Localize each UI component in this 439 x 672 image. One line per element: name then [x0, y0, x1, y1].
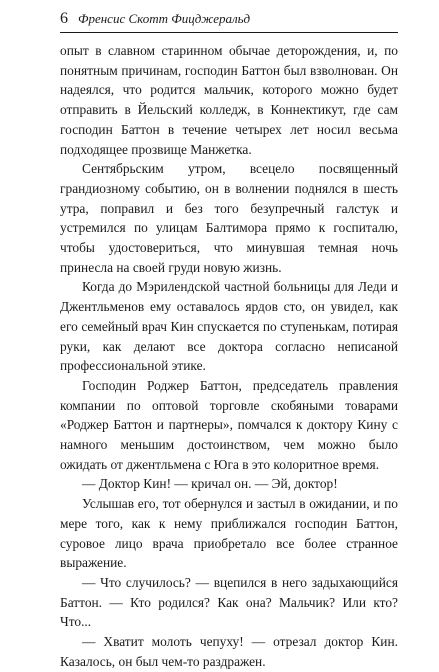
- body-text: [60, 41, 398, 672]
- paragraph-7: — Что случилось? — вцепился в него задыхающийся Баттон. — Кто родился? Как она? Мальчик? Или кто? Что...: [60, 574, 398, 630]
- paragraph-2: Сентябрьским утром, всецело посвященный грандиозному событию, он в волнении поднялся в шесть утра, поправил и без того безупречный галстук и устремился по улицам Балтимора прямо к госпиталю, чтобы удостовериться, что минувшая темная ночь принесла на своей груди новую жизнь.: [60, 161, 398, 275]
- running-head: [60, 10, 398, 33]
- paragraph-6: Услышав его, тот обернулся и застыл в ожидании, и по мере того, как к нему приближался господин Баттон, суровое лицо врача приобретало все более странное выражение.: [60, 496, 398, 571]
- paragraph-8: — Хватит молоть чепуху! — отрезал доктор Кин. Казалось, он был чем-то раздражен.: [60, 634, 398, 669]
- paragraph-3: Когда до Мэрилендской частной больницы для Леди и Джентльменов ему оставалось ярдов сто, он увидел, как его семейный врач Кин спускается по ступенькам, потирая руки, как делают все доктора согласно неписаной профессиональной этике.: [60, 279, 398, 374]
- book-page: [60, 10, 398, 672]
- running-title: Френсис Скотт Фицджеральд: [78, 11, 251, 26]
- paragraph-5: — Доктор Кин! — кричал он. — Эй, доктор!: [82, 476, 338, 492]
- paragraph-4: Господин Роджер Баттон, председатель правления компании по оптовой торговле скобяными товарами «Роджер Баттон и партнеры», помчался к доктору Кину с намного меньшим достоинством, чем можно было ожидать от джентльмена с Юга в это колоритное время.: [60, 377, 398, 472]
- paragraph-1: опыт в славном старинном обычае деторождения, и, по понятным причинам, господин Баттон был взволнован. Он надеялся, что родится мальчик, которого можно будет отправить в Йельский колледж, в Коннектикут, где сам господин Баттон в течение четырех лет носил весьма подходящее прозвище Манжетка.: [60, 43, 398, 157]
- page-number: 6: [60, 10, 68, 27]
